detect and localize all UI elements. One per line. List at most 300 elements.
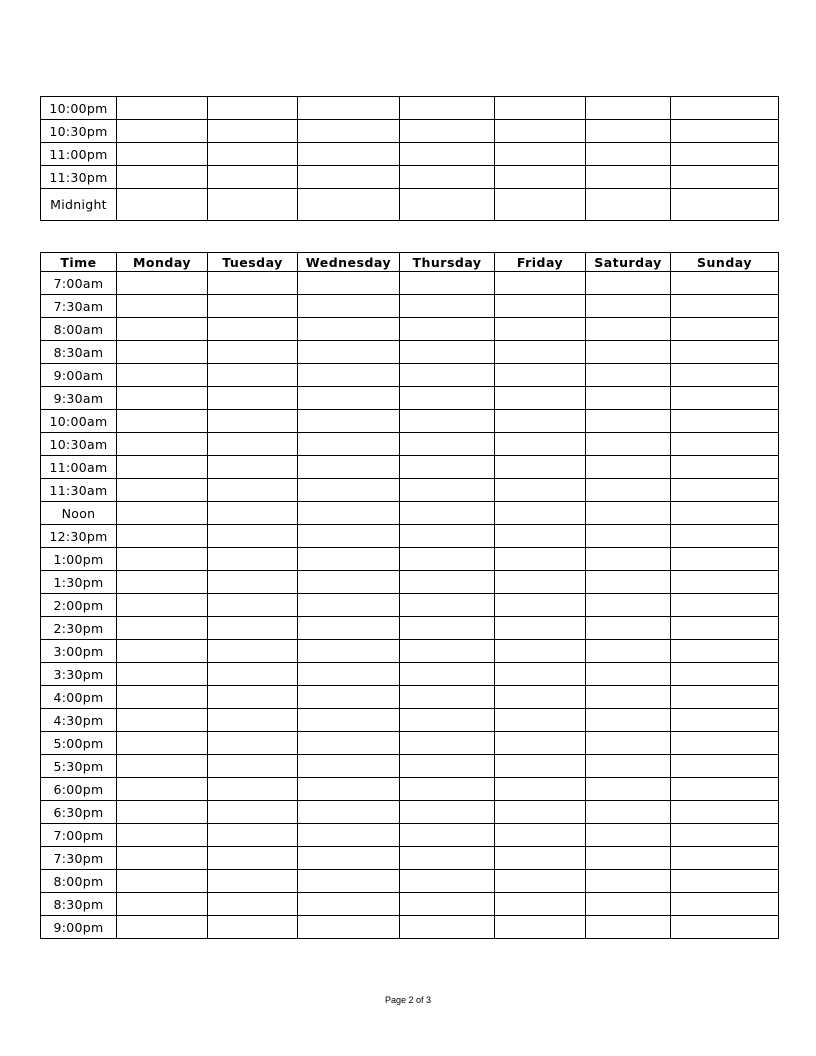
schedule-cell[interactable] <box>208 433 298 456</box>
schedule-cell[interactable] <box>117 571 208 594</box>
schedule-cell[interactable] <box>495 617 586 640</box>
schedule-cell[interactable] <box>495 364 586 387</box>
schedule-cell[interactable] <box>400 548 495 571</box>
day-column-header: Wednesday <box>298 253 400 272</box>
schedule-cell[interactable] <box>586 778 671 801</box>
schedule-cell[interactable] <box>400 571 495 594</box>
schedule-cell[interactable] <box>117 189 208 221</box>
schedule-cell[interactable] <box>208 166 298 189</box>
schedule-cell[interactable] <box>586 663 671 686</box>
schedule-cell[interactable] <box>298 456 400 479</box>
schedule-cell[interactable] <box>671 120 779 143</box>
schedule-cell[interactable] <box>495 433 586 456</box>
schedule-cell[interactable] <box>117 525 208 548</box>
schedule-cell[interactable] <box>117 433 208 456</box>
schedule-cell[interactable] <box>208 189 298 221</box>
day-column-header: Friday <box>495 253 586 272</box>
schedule-cell[interactable] <box>117 594 208 617</box>
time-cell: 2:30pm <box>41 617 117 640</box>
schedule-cell[interactable] <box>208 295 298 318</box>
day-column-header: Tuesday <box>208 253 298 272</box>
schedule-cell[interactable] <box>495 318 586 341</box>
schedule-cell[interactable] <box>208 778 298 801</box>
table-row <box>41 456 779 479</box>
schedule-cell[interactable] <box>495 548 586 571</box>
schedule-cell[interactable] <box>208 640 298 663</box>
schedule-cell[interactable] <box>586 387 671 410</box>
table-row <box>41 824 779 847</box>
schedule-cell[interactable] <box>298 732 400 755</box>
schedule-cell[interactable] <box>586 479 671 502</box>
schedule-cell[interactable] <box>400 663 495 686</box>
time-cell: 7:30pm <box>41 847 117 870</box>
schedule-cell[interactable] <box>298 640 400 663</box>
schedule-cell[interactable] <box>586 870 671 893</box>
schedule-cell[interactable] <box>671 571 779 594</box>
table-row <box>41 778 779 801</box>
schedule-cell[interactable] <box>671 594 779 617</box>
time-cell: 11:30pm <box>41 166 117 189</box>
schedule-cell[interactable] <box>117 387 208 410</box>
table-row <box>41 143 779 166</box>
table-row <box>41 847 779 870</box>
schedule-cell[interactable] <box>671 166 779 189</box>
schedule-cell[interactable] <box>495 824 586 847</box>
schedule-cell[interactable] <box>586 594 671 617</box>
schedule-cell[interactable] <box>208 387 298 410</box>
schedule-cell[interactable] <box>671 663 779 686</box>
schedule-cell[interactable] <box>495 189 586 221</box>
schedule-cell[interactable] <box>298 341 400 364</box>
schedule-cell[interactable] <box>298 686 400 709</box>
schedule-cell[interactable] <box>671 847 779 870</box>
schedule-cell[interactable] <box>117 755 208 778</box>
schedule-cell[interactable] <box>298 525 400 548</box>
schedule-cell[interactable] <box>208 801 298 824</box>
schedule-cell[interactable] <box>671 548 779 571</box>
schedule-cell[interactable] <box>400 272 495 295</box>
schedule-cell[interactable] <box>495 143 586 166</box>
schedule-cell[interactable] <box>117 824 208 847</box>
schedule-cell[interactable] <box>117 120 208 143</box>
schedule-cell[interactable] <box>671 364 779 387</box>
table-row <box>41 433 779 456</box>
schedule-cell[interactable] <box>117 801 208 824</box>
schedule-cell[interactable] <box>298 479 400 502</box>
table-row <box>41 189 779 221</box>
schedule-cell[interactable] <box>298 189 400 221</box>
schedule-cell[interactable] <box>586 916 671 939</box>
schedule-cell[interactable] <box>495 120 586 143</box>
schedule-cell[interactable] <box>208 318 298 341</box>
schedule-cell[interactable] <box>495 410 586 433</box>
schedule-cell[interactable] <box>671 387 779 410</box>
schedule-cell[interactable] <box>586 755 671 778</box>
schedule-cell[interactable] <box>208 143 298 166</box>
table-row <box>41 272 779 295</box>
time-cell: 9:00pm <box>41 916 117 939</box>
schedule-cell[interactable] <box>298 801 400 824</box>
schedule-cell[interactable] <box>208 893 298 916</box>
schedule-cell[interactable] <box>586 801 671 824</box>
table-row <box>41 571 779 594</box>
schedule-cell[interactable] <box>671 318 779 341</box>
schedule-cell[interactable] <box>671 272 779 295</box>
schedule-cell[interactable] <box>117 548 208 571</box>
schedule-cell[interactable] <box>298 272 400 295</box>
table-row <box>41 295 779 318</box>
schedule-cell[interactable] <box>671 916 779 939</box>
schedule-cell[interactable] <box>586 295 671 318</box>
schedule-cell[interactable] <box>495 870 586 893</box>
schedule-cell[interactable] <box>298 847 400 870</box>
schedule-cell[interactable] <box>208 410 298 433</box>
schedule-cell[interactable] <box>495 640 586 663</box>
schedule-cell[interactable] <box>671 189 779 221</box>
schedule-cell[interactable] <box>298 893 400 916</box>
schedule-cell[interactable] <box>495 387 586 410</box>
schedule-cell[interactable] <box>400 295 495 318</box>
schedule-cell[interactable] <box>586 732 671 755</box>
time-cell: 3:00pm <box>41 640 117 663</box>
table-row <box>41 502 779 525</box>
schedule-cell[interactable] <box>400 709 495 732</box>
schedule-cell[interactable] <box>671 778 779 801</box>
schedule-cell[interactable] <box>208 456 298 479</box>
schedule-cell[interactable] <box>671 732 779 755</box>
schedule-cell[interactable] <box>671 456 779 479</box>
time-cell: 8:00pm <box>41 870 117 893</box>
schedule-cell[interactable] <box>586 824 671 847</box>
schedule-cell[interactable] <box>586 341 671 364</box>
schedule-cell[interactable] <box>671 341 779 364</box>
schedule-cell[interactable] <box>208 571 298 594</box>
time-cell: 2:00pm <box>41 594 117 617</box>
schedule-cell[interactable] <box>208 686 298 709</box>
schedule-cell[interactable] <box>586 189 671 221</box>
schedule-cell[interactable] <box>495 847 586 870</box>
schedule-cell[interactable] <box>495 295 586 318</box>
schedule-cell[interactable] <box>586 571 671 594</box>
schedule-cell[interactable] <box>117 318 208 341</box>
schedule-cell[interactable] <box>400 143 495 166</box>
schedule-cell[interactable] <box>495 571 586 594</box>
schedule-cell[interactable] <box>671 502 779 525</box>
schedule-cell[interactable] <box>400 525 495 548</box>
schedule-cell[interactable] <box>586 686 671 709</box>
time-cell: 10:30am <box>41 433 117 456</box>
schedule-cell[interactable] <box>117 709 208 732</box>
schedule-cell[interactable] <box>586 166 671 189</box>
schedule-cell[interactable] <box>671 686 779 709</box>
schedule-cell[interactable] <box>208 916 298 939</box>
schedule-cell[interactable] <box>117 166 208 189</box>
table-row <box>41 525 779 548</box>
schedule-cell[interactable] <box>586 502 671 525</box>
schedule-cell[interactable] <box>495 594 586 617</box>
schedule-cell[interactable] <box>298 387 400 410</box>
schedule-cell[interactable] <box>298 617 400 640</box>
schedule-cell[interactable] <box>586 433 671 456</box>
schedule-cell[interactable] <box>586 847 671 870</box>
time-cell: 12:30pm <box>41 525 117 548</box>
schedule-cell[interactable] <box>671 709 779 732</box>
schedule-cell[interactable] <box>117 732 208 755</box>
table-row <box>41 663 779 686</box>
schedule-cell[interactable] <box>495 166 586 189</box>
schedule-cell[interactable] <box>400 640 495 663</box>
schedule-cell[interactable] <box>208 502 298 525</box>
time-cell: 10:30pm <box>41 120 117 143</box>
table-row <box>41 755 779 778</box>
schedule-cell[interactable] <box>117 479 208 502</box>
schedule-cell[interactable] <box>117 97 208 120</box>
schedule-cell[interactable] <box>208 97 298 120</box>
schedule-cell[interactable] <box>117 364 208 387</box>
schedule-cell[interactable] <box>586 364 671 387</box>
schedule-cell[interactable] <box>586 525 671 548</box>
weekly-schedule-table <box>40 252 779 939</box>
schedule-cell[interactable] <box>400 824 495 847</box>
schedule-cell[interactable] <box>671 640 779 663</box>
time-cell: 11:00am <box>41 456 117 479</box>
schedule-cell[interactable] <box>400 870 495 893</box>
time-cell: 7:30am <box>41 295 117 318</box>
schedule-cell[interactable] <box>400 502 495 525</box>
schedule-cell[interactable] <box>671 755 779 778</box>
schedule-cell[interactable] <box>495 97 586 120</box>
table-row <box>41 640 779 663</box>
schedule-cell[interactable] <box>586 893 671 916</box>
schedule-cell[interactable] <box>586 410 671 433</box>
schedule-cell[interactable] <box>586 548 671 571</box>
time-cell: 6:00pm <box>41 778 117 801</box>
time-cell: Noon <box>41 502 117 525</box>
schedule-cell[interactable] <box>208 617 298 640</box>
schedule-cell[interactable] <box>298 916 400 939</box>
schedule-cell[interactable] <box>586 318 671 341</box>
schedule-cell[interactable] <box>400 801 495 824</box>
schedule-cell[interactable] <box>298 502 400 525</box>
schedule-cell[interactable] <box>671 870 779 893</box>
schedule-cell[interactable] <box>117 778 208 801</box>
schedule-cell[interactable] <box>586 272 671 295</box>
time-cell: 9:30am <box>41 387 117 410</box>
time-cell: 5:30pm <box>41 755 117 778</box>
schedule-cell[interactable] <box>208 847 298 870</box>
schedule-cell[interactable] <box>208 364 298 387</box>
table-row <box>41 120 779 143</box>
table-row <box>41 364 779 387</box>
schedule-cell[interactable] <box>298 433 400 456</box>
schedule-cell[interactable] <box>117 847 208 870</box>
schedule-cell[interactable] <box>117 663 208 686</box>
schedule-cell[interactable] <box>400 433 495 456</box>
schedule-cell[interactable] <box>298 410 400 433</box>
schedule-cell[interactable] <box>400 456 495 479</box>
schedule-cell[interactable] <box>117 617 208 640</box>
table-row <box>41 166 779 189</box>
schedule-cell[interactable] <box>298 548 400 571</box>
schedule-cell[interactable] <box>117 341 208 364</box>
table-row <box>41 341 779 364</box>
schedule-cell[interactable] <box>298 97 400 120</box>
schedule-cell[interactable] <box>671 433 779 456</box>
schedule-cell[interactable] <box>495 502 586 525</box>
schedule-cell[interactable] <box>586 617 671 640</box>
schedule-cell[interactable] <box>298 143 400 166</box>
schedule-cell[interactable] <box>208 120 298 143</box>
schedule-cell[interactable] <box>208 341 298 364</box>
schedule-cell[interactable] <box>208 755 298 778</box>
schedule-cell[interactable] <box>586 97 671 120</box>
schedule-cell[interactable] <box>400 387 495 410</box>
schedule-cell[interactable] <box>208 824 298 847</box>
schedule-cell[interactable] <box>117 893 208 916</box>
schedule-cell[interactable] <box>298 755 400 778</box>
schedule-cell[interactable] <box>586 120 671 143</box>
table-row <box>41 548 779 571</box>
schedule-cell[interactable] <box>400 364 495 387</box>
schedule-cell[interactable] <box>400 617 495 640</box>
schedule-cell[interactable] <box>117 916 208 939</box>
schedule-cell[interactable] <box>495 755 586 778</box>
schedule-cell[interactable] <box>671 97 779 120</box>
time-cell: 6:30pm <box>41 801 117 824</box>
schedule-cell[interactable] <box>586 456 671 479</box>
schedule-cell[interactable] <box>495 479 586 502</box>
schedule-cell[interactable] <box>495 525 586 548</box>
schedule-cell[interactable] <box>495 341 586 364</box>
schedule-cell[interactable] <box>117 410 208 433</box>
schedule-cell[interactable] <box>298 824 400 847</box>
schedule-cell[interactable] <box>208 709 298 732</box>
day-column-header: Thursday <box>400 253 495 272</box>
schedule-cell[interactable] <box>117 143 208 166</box>
schedule-cell[interactable] <box>495 801 586 824</box>
time-cell: 10:00pm <box>41 97 117 120</box>
schedule-body-continued <box>41 97 779 221</box>
schedule-cell[interactable] <box>400 479 495 502</box>
schedule-cell[interactable] <box>495 663 586 686</box>
schedule-cell[interactable] <box>671 525 779 548</box>
schedule-cell[interactable] <box>117 640 208 663</box>
schedule-cell[interactable] <box>298 663 400 686</box>
schedule-cell[interactable] <box>671 893 779 916</box>
schedule-cell[interactable] <box>586 640 671 663</box>
schedule-cell[interactable] <box>208 663 298 686</box>
schedule-cell[interactable] <box>400 120 495 143</box>
schedule-cell[interactable] <box>208 548 298 571</box>
schedule-cell[interactable] <box>298 120 400 143</box>
schedule-cell[interactable] <box>208 594 298 617</box>
time-cell: Midnight <box>41 189 117 221</box>
schedule-cell[interactable] <box>400 410 495 433</box>
time-cell: 7:00pm <box>41 824 117 847</box>
schedule-cell[interactable] <box>400 341 495 364</box>
schedule-cell[interactable] <box>495 709 586 732</box>
schedule-cell[interactable] <box>298 778 400 801</box>
schedule-cell[interactable] <box>208 870 298 893</box>
schedule-cell[interactable] <box>586 709 671 732</box>
table-row <box>41 732 779 755</box>
schedule-cell[interactable] <box>298 571 400 594</box>
schedule-cell[interactable] <box>671 479 779 502</box>
schedule-cell[interactable] <box>671 295 779 318</box>
schedule-cell[interactable] <box>117 272 208 295</box>
schedule-cell[interactable] <box>298 295 400 318</box>
schedule-cell[interactable] <box>208 479 298 502</box>
schedule-cell[interactable] <box>298 709 400 732</box>
schedule-cell[interactable] <box>400 755 495 778</box>
time-cell: 4:30pm <box>41 709 117 732</box>
schedule-cell[interactable] <box>671 617 779 640</box>
schedule-cell[interactable] <box>400 189 495 221</box>
table-row <box>41 387 779 410</box>
schedule-cell[interactable] <box>400 847 495 870</box>
schedule-cell[interactable] <box>400 318 495 341</box>
schedule-cell[interactable] <box>495 778 586 801</box>
schedule-cell[interactable] <box>400 97 495 120</box>
schedule-cell[interactable] <box>298 318 400 341</box>
table-row <box>41 318 779 341</box>
schedule-cell[interactable] <box>495 272 586 295</box>
schedule-cell[interactable] <box>117 870 208 893</box>
schedule-cell[interactable] <box>495 686 586 709</box>
schedule-cell[interactable] <box>208 732 298 755</box>
schedule-cell[interactable] <box>400 166 495 189</box>
schedule-cell[interactable] <box>400 686 495 709</box>
schedule-cell[interactable] <box>117 456 208 479</box>
schedule-cell[interactable] <box>208 525 298 548</box>
time-cell: 4:00pm <box>41 686 117 709</box>
time-cell: 3:30pm <box>41 663 117 686</box>
table-row <box>41 870 779 893</box>
schedule-cell[interactable] <box>208 272 298 295</box>
schedule-cell[interactable] <box>671 143 779 166</box>
schedule-cell[interactable] <box>298 870 400 893</box>
schedule-cell[interactable] <box>495 916 586 939</box>
schedule-cell[interactable] <box>117 502 208 525</box>
schedule-cell[interactable] <box>400 732 495 755</box>
table-row <box>41 594 779 617</box>
time-cell: 10:00am <box>41 410 117 433</box>
schedule-cell[interactable] <box>117 295 208 318</box>
schedule-cell[interactable] <box>671 824 779 847</box>
table-row <box>41 686 779 709</box>
table-row <box>41 893 779 916</box>
schedule-cell[interactable] <box>671 801 779 824</box>
schedule-cell[interactable] <box>400 893 495 916</box>
schedule-cell[interactable] <box>117 686 208 709</box>
schedule-cell[interactable] <box>298 166 400 189</box>
schedule-cell[interactable] <box>495 456 586 479</box>
schedule-cell[interactable] <box>298 594 400 617</box>
schedule-cell[interactable] <box>586 143 671 166</box>
schedule-cell[interactable] <box>400 778 495 801</box>
table-row <box>41 479 779 502</box>
schedule-cell[interactable] <box>495 732 586 755</box>
schedule-cell[interactable] <box>671 410 779 433</box>
time-cell: 5:00pm <box>41 732 117 755</box>
time-cell: 1:30pm <box>41 571 117 594</box>
schedule-cell[interactable] <box>298 364 400 387</box>
schedule-cell[interactable] <box>495 893 586 916</box>
schedule-cell[interactable] <box>400 916 495 939</box>
time-cell: 11:30am <box>41 479 117 502</box>
header-row <box>41 253 779 272</box>
schedule-cell[interactable] <box>400 594 495 617</box>
